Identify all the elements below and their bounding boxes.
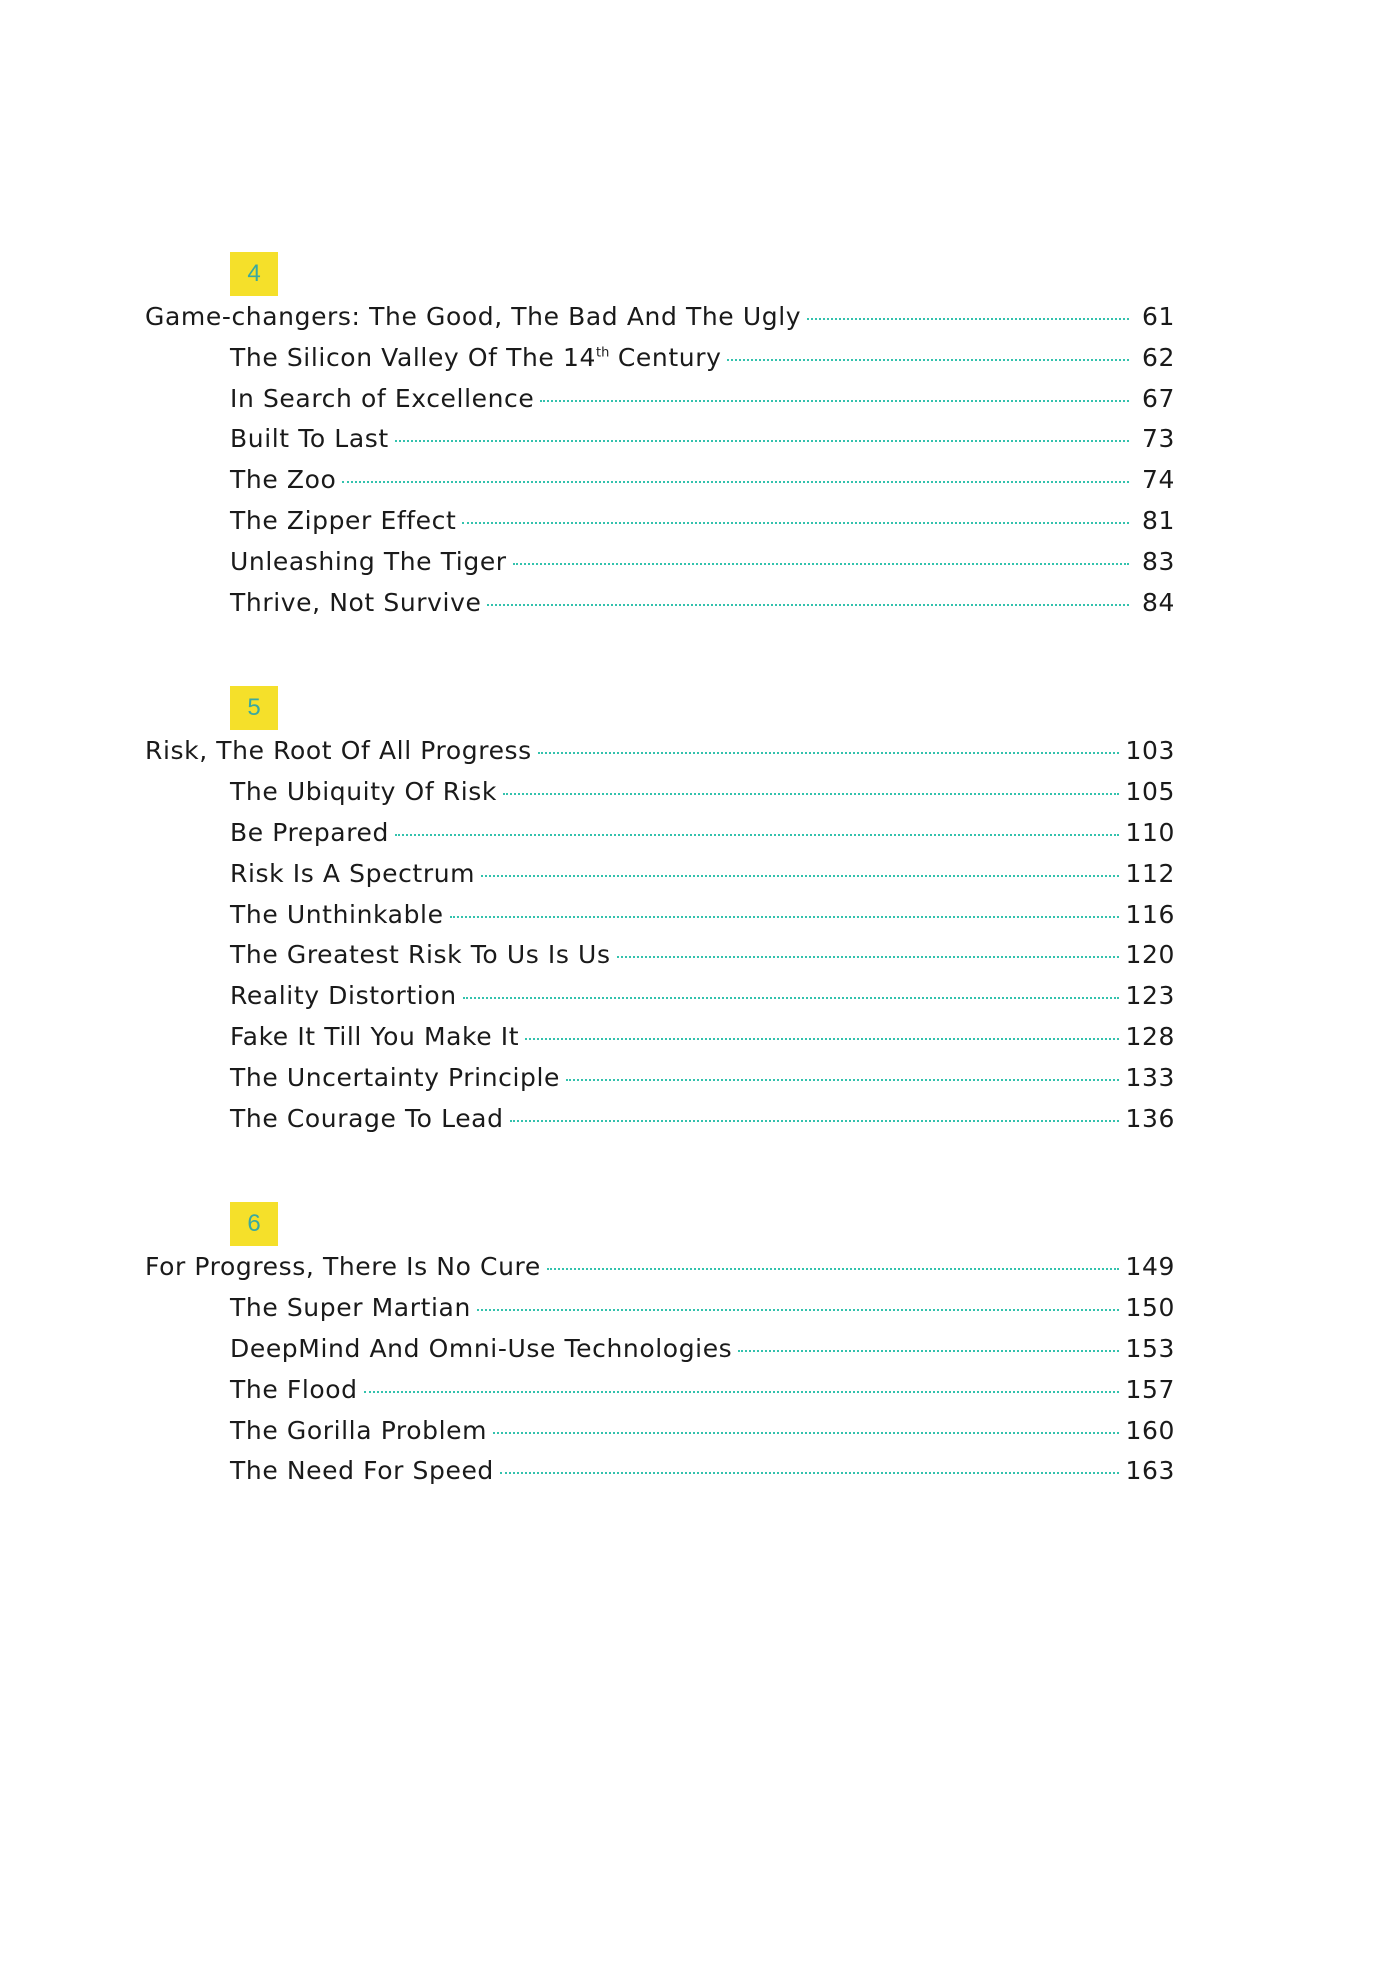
dot-leader bbox=[450, 916, 1120, 918]
section-entry[interactable] bbox=[145, 1022, 1175, 1063]
page-number: 83 bbox=[1141, 546, 1175, 576]
page-number: 74 bbox=[1141, 465, 1175, 495]
section-title: The Gorilla Problem bbox=[230, 1415, 488, 1445]
section-title-text: The Silicon Valley Of The 14 bbox=[230, 342, 596, 372]
dot-leader bbox=[493, 1432, 1119, 1434]
dot-leader bbox=[807, 318, 1129, 320]
section-title: Reality Distortion bbox=[230, 981, 457, 1011]
dot-leader bbox=[738, 1350, 1119, 1352]
page-number: 62 bbox=[1141, 342, 1175, 372]
dot-leader bbox=[503, 793, 1119, 795]
section-entry[interactable] bbox=[145, 940, 1175, 981]
page-number: 149 bbox=[1125, 1252, 1175, 1282]
section-entry[interactable] bbox=[145, 506, 1175, 547]
section-title: Be Prepared bbox=[230, 817, 389, 847]
section-entry[interactable] bbox=[145, 1063, 1175, 1104]
chapter-title-entry[interactable] bbox=[145, 736, 1175, 777]
section-title: The Ubiquity Of Risk bbox=[230, 777, 498, 807]
section-entry[interactable] bbox=[145, 465, 1175, 506]
chapter-title-entry[interactable] bbox=[145, 302, 1175, 343]
table-of-contents bbox=[145, 252, 1175, 1555]
dot-leader bbox=[547, 1268, 1120, 1270]
section-entry[interactable] bbox=[145, 859, 1175, 900]
section-title: The Greatest Risk To Us Is Us bbox=[230, 940, 611, 970]
page-number: 157 bbox=[1125, 1374, 1175, 1404]
page-number: 120 bbox=[1125, 940, 1175, 970]
section-entry[interactable] bbox=[145, 818, 1175, 859]
section-title: The Need For Speed bbox=[230, 1456, 494, 1486]
section-entry[interactable] bbox=[145, 777, 1175, 818]
section-entry[interactable] bbox=[145, 1334, 1175, 1375]
section-title: Built To Last bbox=[230, 424, 389, 454]
chapter-title: Risk, The Root Of All Progress bbox=[145, 736, 532, 766]
page-number: 160 bbox=[1125, 1415, 1175, 1445]
dot-leader bbox=[481, 875, 1119, 877]
chapter-title: For Progress, There Is No Cure bbox=[145, 1252, 541, 1282]
dot-leader bbox=[487, 604, 1129, 606]
page-number: 110 bbox=[1125, 817, 1175, 847]
section-entry[interactable] bbox=[145, 547, 1175, 588]
chapter-title-entry[interactable] bbox=[145, 1252, 1175, 1293]
dot-leader bbox=[510, 1120, 1120, 1122]
section-entry[interactable] bbox=[145, 343, 1175, 384]
section-title: Thrive, Not Survive bbox=[230, 587, 482, 617]
page-number: 73 bbox=[1141, 424, 1175, 454]
section-entry[interactable] bbox=[145, 424, 1175, 465]
dot-leader bbox=[617, 956, 1120, 958]
section-title: The Courage To Lead bbox=[230, 1103, 504, 1133]
page-number: 81 bbox=[1141, 505, 1175, 535]
page-number: 103 bbox=[1125, 736, 1175, 766]
dot-leader bbox=[513, 563, 1129, 565]
page-number: 105 bbox=[1125, 777, 1175, 807]
page-number: 116 bbox=[1125, 899, 1175, 929]
section-title bbox=[230, 343, 721, 372]
section-title: The Super Martian bbox=[230, 1293, 471, 1323]
chapter-number-badge: 6 bbox=[230, 1202, 278, 1246]
page-number: 163 bbox=[1125, 1456, 1175, 1486]
section-title-suffix: Century bbox=[609, 342, 722, 372]
section-title: Unleashing The Tiger bbox=[230, 546, 507, 576]
dot-leader bbox=[477, 1309, 1120, 1311]
chapter-block bbox=[145, 1202, 1175, 1497]
section-title: In Search of Excellence bbox=[230, 383, 535, 413]
dot-leader bbox=[364, 1391, 1120, 1393]
dot-leader bbox=[395, 440, 1129, 442]
chapter-title: Game-changers: The Good, The Bad And The Ugly bbox=[145, 302, 802, 331]
section-entry[interactable] bbox=[145, 900, 1175, 941]
dot-leader bbox=[525, 1038, 1119, 1040]
dot-leader bbox=[462, 522, 1129, 524]
section-entry[interactable] bbox=[145, 1104, 1175, 1145]
dot-leader bbox=[500, 1472, 1120, 1474]
chapter-number-badge: 4 bbox=[230, 252, 278, 296]
section-entry[interactable] bbox=[145, 1375, 1175, 1416]
section-entry[interactable] bbox=[145, 981, 1175, 1022]
page-number: 150 bbox=[1125, 1293, 1175, 1323]
dot-leader bbox=[727, 359, 1129, 361]
section-title: The Zipper Effect bbox=[230, 505, 457, 535]
section-title: The Uncertainty Principle bbox=[230, 1062, 561, 1092]
page-number: 153 bbox=[1125, 1333, 1175, 1363]
section-title: DeepMind And Omni-Use Technologies bbox=[230, 1333, 733, 1363]
dot-leader bbox=[463, 997, 1120, 999]
section-entry[interactable] bbox=[145, 1416, 1175, 1457]
section-title: Risk Is A Spectrum bbox=[230, 858, 476, 888]
section-entry[interactable] bbox=[145, 588, 1175, 629]
page-number: 136 bbox=[1125, 1103, 1175, 1133]
section-entry[interactable] bbox=[145, 1456, 1175, 1497]
chapter-block bbox=[145, 252, 1175, 628]
section-entry[interactable] bbox=[145, 1293, 1175, 1334]
dot-leader bbox=[538, 752, 1120, 754]
page-number: 128 bbox=[1125, 1021, 1175, 1051]
section-title: The Flood bbox=[230, 1374, 358, 1404]
superscript: th bbox=[595, 345, 610, 361]
chapter-block bbox=[145, 686, 1175, 1144]
chapter-number-badge: 5 bbox=[230, 686, 278, 730]
page-number: 133 bbox=[1125, 1062, 1175, 1092]
page-number: 61 bbox=[1141, 302, 1175, 331]
dot-leader bbox=[395, 834, 1119, 836]
dot-leader bbox=[540, 400, 1129, 402]
page-number: 112 bbox=[1125, 858, 1175, 888]
section-title: Fake It Till You Make It bbox=[230, 1021, 520, 1051]
section-title: The Unthinkable bbox=[230, 899, 444, 929]
page-number: 123 bbox=[1125, 981, 1175, 1011]
section-entry[interactable] bbox=[145, 384, 1175, 425]
dot-leader bbox=[566, 1079, 1119, 1081]
dot-leader bbox=[342, 481, 1129, 483]
page-number: 67 bbox=[1141, 383, 1175, 413]
page-number: 84 bbox=[1141, 587, 1175, 617]
section-title: The Zoo bbox=[230, 465, 337, 495]
